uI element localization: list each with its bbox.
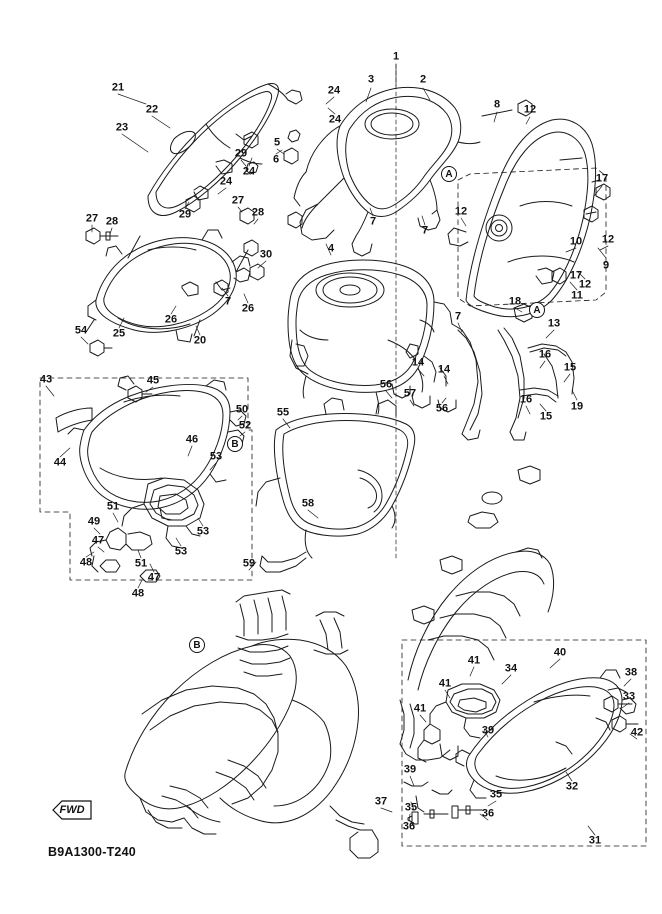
callout-45: 45 <box>146 374 160 387</box>
callout-55: 55 <box>276 406 290 419</box>
callout-57: 57 <box>403 387 417 400</box>
callout-22: 22 <box>145 103 159 116</box>
callout-19: 19 <box>570 400 584 413</box>
callout-59: 59 <box>242 557 256 570</box>
callout-6: 6 <box>272 153 280 166</box>
callout-17: 17 <box>569 269 583 282</box>
callout-39: 39 <box>403 763 417 776</box>
callout-17: 17 <box>595 172 609 185</box>
callout-51: 51 <box>106 500 120 513</box>
callout-32: 32 <box>565 780 579 793</box>
fwd-label: FWD <box>59 804 85 816</box>
callout-35: 35 <box>489 788 503 801</box>
callout-12: 12 <box>578 278 592 291</box>
part-number-label: B9A1300-T240 <box>48 845 136 859</box>
callout-25: 25 <box>112 327 126 340</box>
callout-53: 53 <box>209 450 223 463</box>
callout-39: 39 <box>481 724 495 737</box>
callout-7: 7 <box>421 224 429 237</box>
callout-21: 21 <box>111 81 125 94</box>
callout-54: 54 <box>74 324 88 337</box>
callout-29: 29 <box>234 147 248 160</box>
callout-9: 9 <box>602 259 610 272</box>
callout-20: 20 <box>193 334 207 347</box>
callout-29: 29 <box>178 208 192 221</box>
callout-46: 46 <box>185 433 199 446</box>
callout-27: 27 <box>85 212 99 225</box>
callout-27: 27 <box>231 194 245 207</box>
callout-24: 24 <box>242 165 256 178</box>
callout-35: 35 <box>404 801 418 814</box>
callout-1: 1 <box>392 50 400 63</box>
callout-7: 7 <box>224 295 232 308</box>
callout-47: 47 <box>147 571 161 584</box>
circle-label-B: B <box>189 637 205 653</box>
callout-15: 15 <box>539 410 553 423</box>
callout-14: 14 <box>411 356 425 369</box>
callout-43: 43 <box>39 373 53 386</box>
callout-24: 24 <box>328 113 342 126</box>
callout-26: 26 <box>241 302 255 315</box>
callout-12: 12 <box>523 103 537 116</box>
callout-12: 12 <box>601 233 615 246</box>
callout-58: 58 <box>301 497 315 510</box>
fwd-badge <box>50 797 94 823</box>
callout-36: 36 <box>402 820 416 833</box>
callout-44: 44 <box>53 456 67 469</box>
callout-56: 56 <box>379 378 393 391</box>
callout-41: 41 <box>438 677 452 690</box>
callout-12: 12 <box>454 205 468 218</box>
callout-47: 47 <box>91 534 105 547</box>
callout-7: 7 <box>369 215 377 228</box>
callout-42: 42 <box>630 726 644 739</box>
callout-52: 52 <box>238 419 252 432</box>
callout-41: 41 <box>413 702 427 715</box>
callout-15: 15 <box>563 361 577 374</box>
callout-48: 48 <box>131 587 145 600</box>
callout-8: 8 <box>493 98 501 111</box>
callout-40: 40 <box>553 646 567 659</box>
callout-28: 28 <box>105 215 119 228</box>
callout-3: 3 <box>367 73 375 86</box>
callout-49: 49 <box>87 515 101 528</box>
callout-51: 51 <box>134 557 148 570</box>
callout-16: 16 <box>519 393 533 406</box>
callout-56: 56 <box>435 402 449 415</box>
callout-10: 10 <box>569 235 583 248</box>
circle-label-A: A <box>441 166 457 182</box>
callout-53: 53 <box>196 525 210 538</box>
callout-53: 53 <box>174 545 188 558</box>
callout-50: 50 <box>235 403 249 416</box>
callout-31: 31 <box>588 834 602 847</box>
callout-28: 28 <box>251 206 265 219</box>
callout-30: 30 <box>259 248 273 261</box>
callout-13: 13 <box>547 317 561 330</box>
callout-24: 24 <box>327 84 341 97</box>
callout-18: 18 <box>508 295 522 308</box>
callout-36: 36 <box>481 807 495 820</box>
callout-48: 48 <box>79 556 93 569</box>
callout-2: 2 <box>419 73 427 86</box>
callout-16: 16 <box>538 348 552 361</box>
callout-23: 23 <box>115 121 129 134</box>
callout-33: 33 <box>622 690 636 703</box>
callout-26: 26 <box>164 313 178 326</box>
circle-label-A: A <box>529 302 545 318</box>
circle-label-B: B <box>227 436 243 452</box>
callout-38: 38 <box>624 666 638 679</box>
callout-41: 41 <box>467 654 481 667</box>
callout-34: 34 <box>504 662 518 675</box>
callout-24: 24 <box>219 175 233 188</box>
callout-11: 11 <box>571 289 583 302</box>
callout-37: 37 <box>374 795 388 808</box>
callout-4: 4 <box>327 242 335 255</box>
callout-7: 7 <box>454 310 462 323</box>
callout-5: 5 <box>273 136 281 149</box>
callout-14: 14 <box>437 363 451 376</box>
